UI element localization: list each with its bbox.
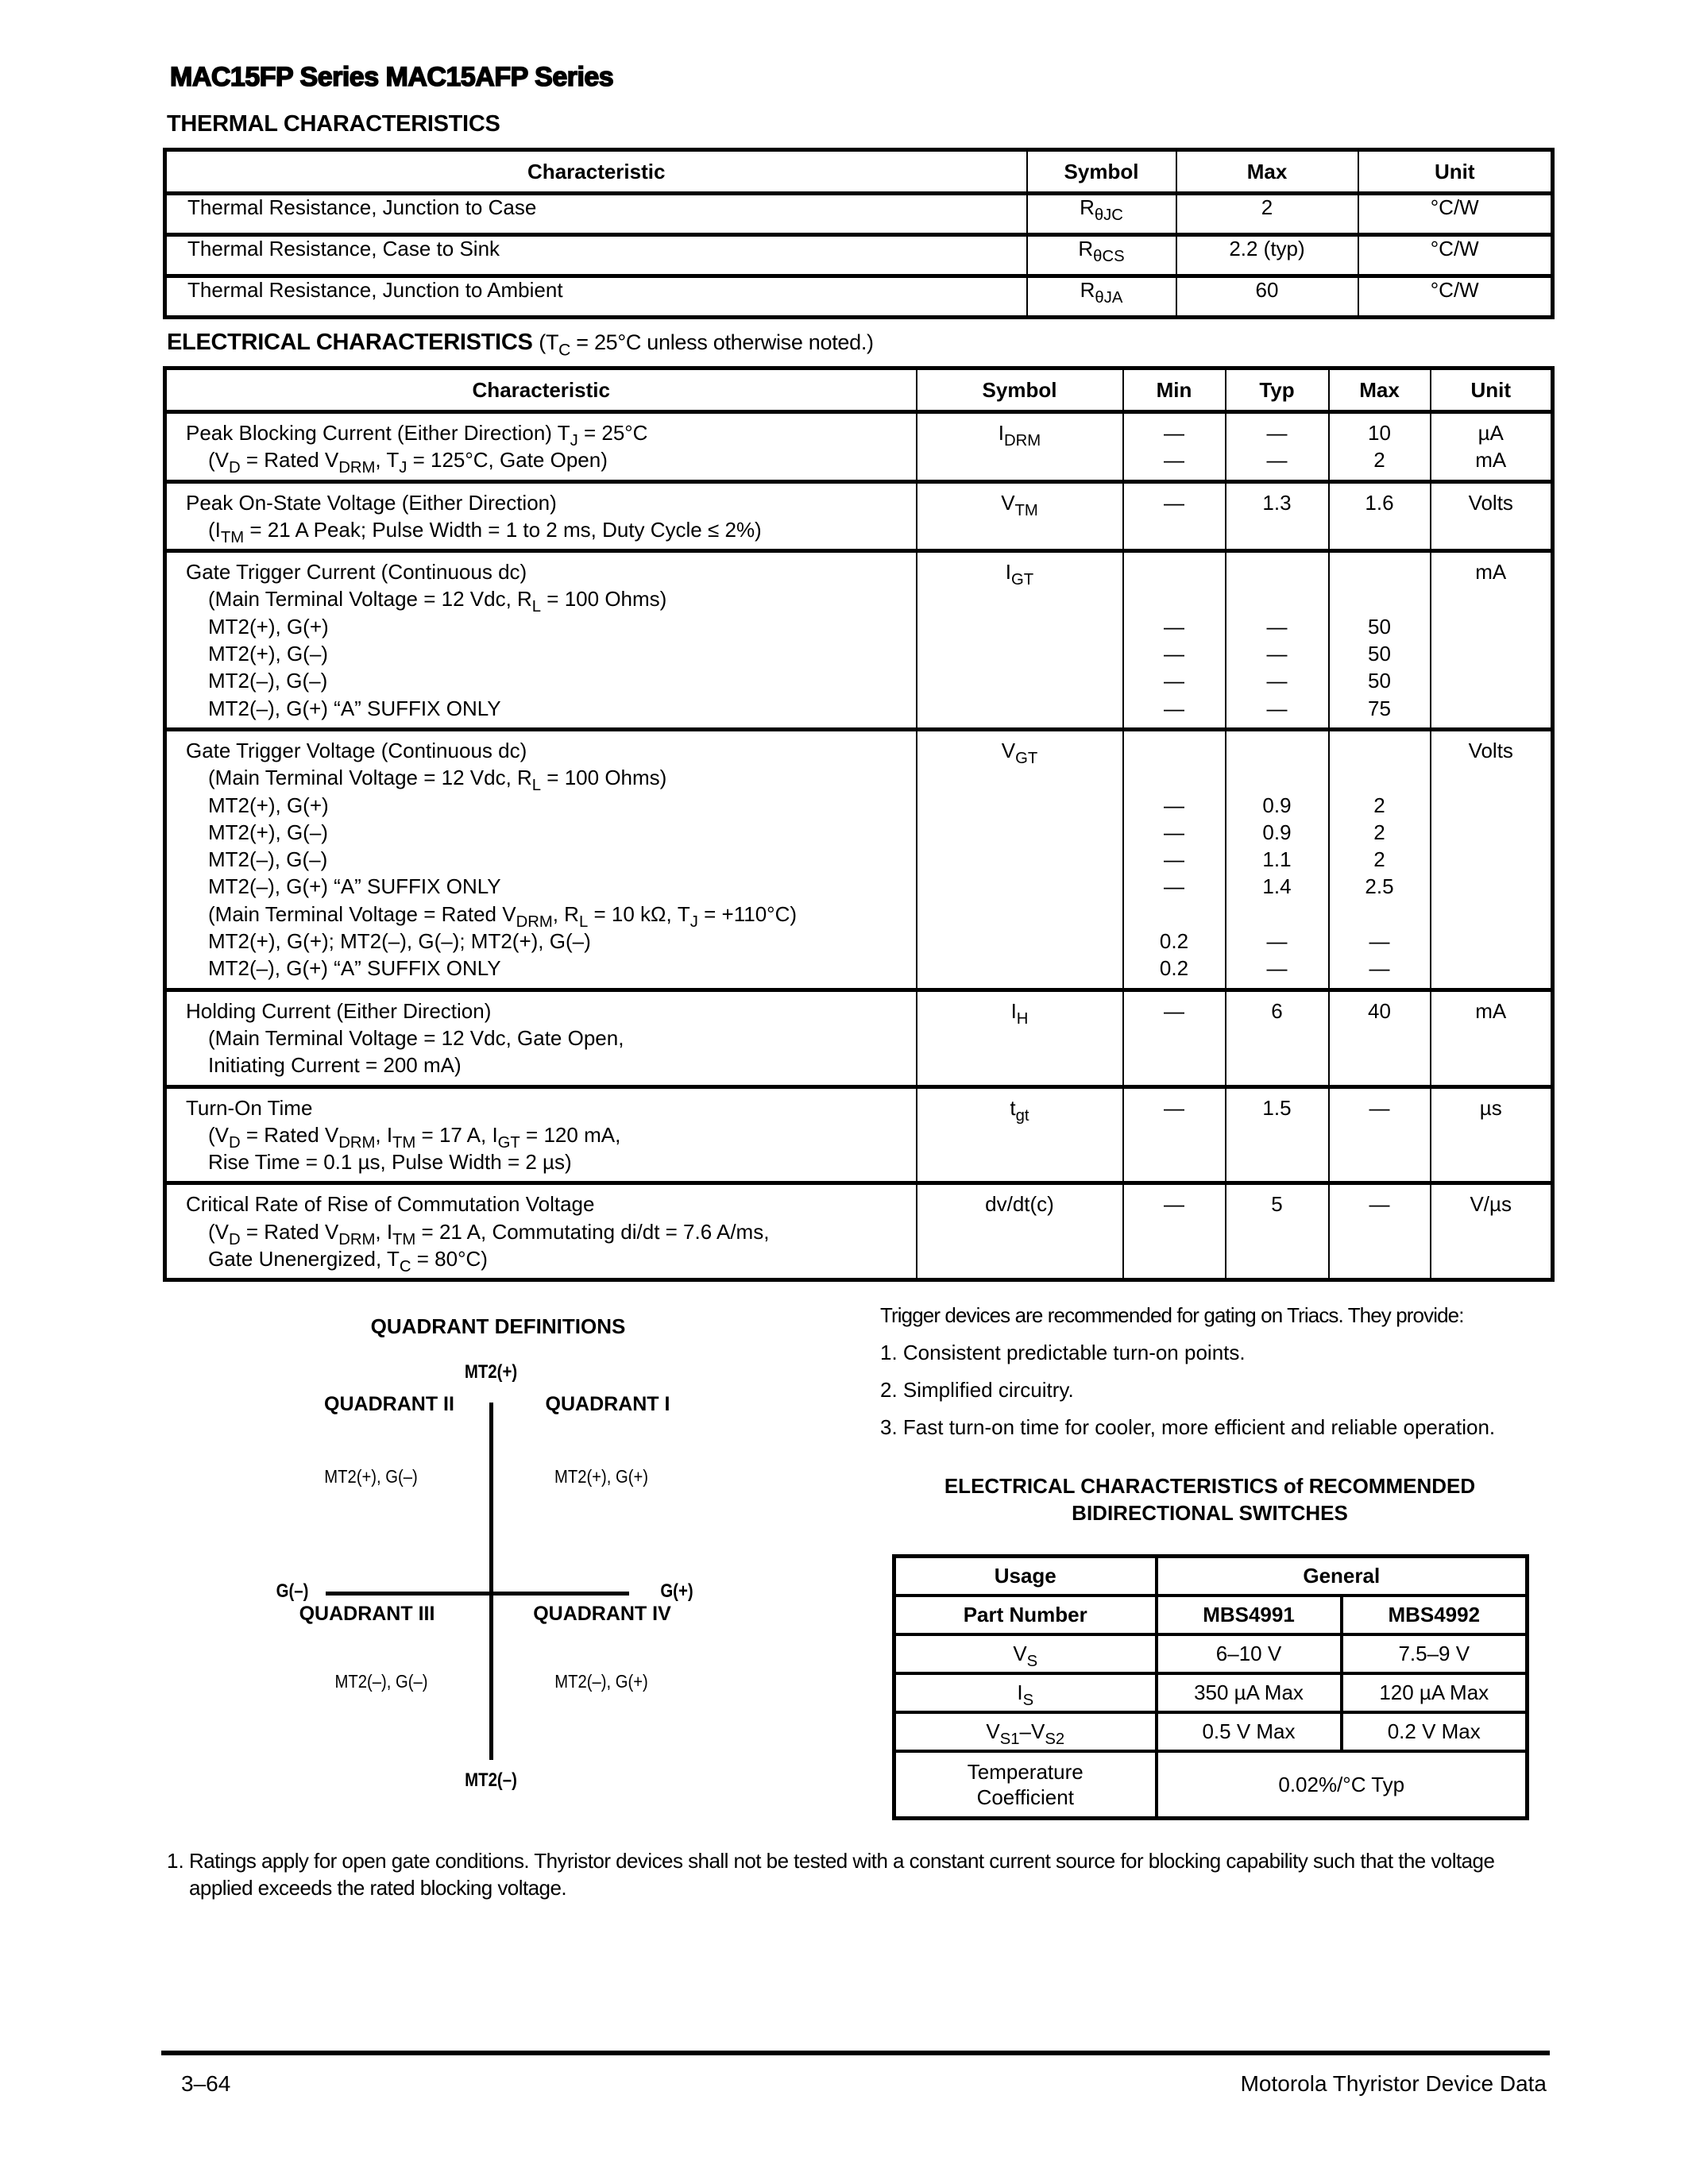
- part-number: MBS4992: [1342, 1596, 1528, 1634]
- characteristic-cell: Thermal Resistance, Case to Sink: [165, 235, 1027, 276]
- page-title: MAC15FP Series MAC15AFP Series: [170, 62, 614, 92]
- characteristic-cell: [165, 1086, 917, 1183]
- max-cell: 2.2 (typ): [1176, 235, 1358, 276]
- max-cell: 2 2 2 2.5 — —: [1329, 729, 1431, 990]
- col-header: Min: [1123, 369, 1226, 412]
- value-cell: 7.5–9 V: [1342, 1634, 1528, 1673]
- table-row: [165, 551, 1553, 730]
- characteristic-condition: Gate Unenergized, $T_C = 80^\circ C$): [208, 1247, 488, 1276]
- typ-cell: 1.3: [1226, 481, 1329, 551]
- electrical-heading: ELECTRICAL CHARACTERISTICS ($T_C = 25^\circ C$ unless otherwise noted.): [167, 330, 874, 360]
- quadrant-iii-condition: MT2(–), G(–): [334, 1671, 428, 1692]
- characteristic-condition: Initiating Current = 200 mA): [208, 1053, 462, 1078]
- usage-value: General: [1157, 1557, 1528, 1596]
- value-cell: 120 µA Max: [1342, 1673, 1528, 1712]
- col-header: Symbol: [1027, 150, 1176, 194]
- typ-cell: 0.9 0.9 1.1 1.4 — —: [1226, 729, 1329, 990]
- switches-table: [892, 1554, 1529, 1820]
- part-number: MBS4991: [1157, 1596, 1342, 1634]
- characteristic-condition: Rise Time = 0.1 µs, Pulse Width = 2 µs): [208, 1150, 572, 1175]
- table-row: [894, 1557, 1528, 1596]
- characteristic-condition: ($V_D$ = Rated $V_{DRM}$, $T_J = 125^\circ C$, Gate Open): [208, 448, 608, 477]
- unit-cell: mA: [1431, 551, 1553, 730]
- unit-cell: µs: [1431, 1086, 1553, 1183]
- table-row: [165, 412, 1553, 482]
- max-cell: —: [1329, 1086, 1431, 1183]
- quadrant-iv-label: QUADRANT IV: [533, 1603, 671, 1625]
- symbol-cell: dv/dt(c): [917, 1183, 1123, 1280]
- electrical-header-row: [165, 369, 1553, 412]
- trigger-intro: Trigger devices are recommended for gating on Triacs. They provide:: [880, 1303, 1464, 1327]
- col-header: Symbol: [917, 369, 1123, 412]
- min-cell: —: [1123, 1086, 1226, 1183]
- electrical-table: [163, 366, 1555, 1282]
- table-row: [165, 729, 1553, 990]
- gate-axis-line: [326, 1592, 629, 1596]
- max-cell: 50 50 50 75: [1329, 551, 1431, 730]
- param-cell: $V_S$: [894, 1634, 1157, 1673]
- characteristic-condition: (Main Terminal Voltage = 12 Vdc, $R_L = 100$ Ohms): [208, 766, 667, 795]
- characteristic-condition: MT2(–), G(+) “A” SUFFIX ONLY: [208, 956, 501, 981]
- unit-cell: mA: [1431, 990, 1553, 1086]
- max-cell: 2: [1176, 194, 1358, 235]
- axis-label-g-negative: G(–): [276, 1580, 309, 1602]
- typ-cell: 1.5: [1226, 1086, 1329, 1183]
- temp-coeff-label: Temperature Coefficient: [894, 1751, 1157, 1819]
- typ-cell: — —: [1226, 412, 1329, 482]
- footer-rule: [161, 2051, 1550, 2055]
- min-cell: — — — —: [1123, 551, 1226, 730]
- quadrant-iii-label: QUADRANT III: [299, 1603, 435, 1625]
- min-cell: —: [1123, 1183, 1226, 1280]
- quadrant-heading: QUADRANT DEFINITIONS: [370, 1314, 626, 1338]
- max-cell: 40: [1329, 990, 1431, 1086]
- param-cell: $I_S$: [894, 1673, 1157, 1712]
- max-cell: 10 2: [1329, 412, 1431, 482]
- symbol-cell: $R_{\theta JC}$: [1027, 194, 1176, 235]
- characteristic-condition: (Main Terminal Voltage = 12 Vdc, Gate Open,: [208, 1025, 624, 1050]
- unit-cell: V/µs: [1431, 1183, 1553, 1280]
- min-cell: — — — — 0.2 0.2: [1123, 729, 1226, 990]
- characteristic-condition: MT2(+), G(+): [208, 793, 329, 817]
- footnote: 1. Ratings apply for open gate conditions. Thyristor devices shall not be tested with a constant current source for blocking capability such that the voltage applied exceeds the rated blocking voltage.: [167, 1849, 1495, 1900]
- characteristic-cell: Thermal Resistance, Junction to Case: [165, 194, 1027, 235]
- table-row: [894, 1673, 1528, 1712]
- max-cell: 60: [1176, 276, 1358, 318]
- trigger-item: 3. Fast turn-on time for cooler, more efficient and reliable operation.: [880, 1415, 1496, 1439]
- thermal-header-row: [165, 150, 1553, 194]
- unit-cell: °C/W: [1358, 276, 1553, 318]
- quadrant-ii-condition: MT2(+), G(–): [324, 1466, 418, 1487]
- characteristic-condition: ($V_D$ = Rated $V_{DRM}$, $I_{TM} = 17$ A, $I_{GT} = 120$ mA,: [208, 1122, 621, 1152]
- unit-cell: Volts: [1431, 729, 1553, 990]
- axis-label-mt2-positive: MT2(+): [464, 1361, 518, 1383]
- table-row: [165, 194, 1553, 235]
- characteristic-cell: [165, 990, 917, 1086]
- symbol-cell: $R_{\theta CS}$: [1027, 235, 1176, 276]
- mt2-axis-line: [489, 1403, 493, 1760]
- table-row: [894, 1596, 1528, 1634]
- characteristic-title: Holding Current (Either Direction): [186, 998, 492, 1023]
- table-row: [165, 1086, 1553, 1183]
- symbol-cell: $R_{\theta JA}$: [1027, 276, 1176, 318]
- min-cell: — —: [1123, 412, 1226, 482]
- min-cell: —: [1123, 990, 1226, 1086]
- characteristic-condition: MT2(+), G(+): [208, 614, 329, 639]
- typ-cell: 5: [1226, 1183, 1329, 1280]
- table-row: [894, 1751, 1528, 1819]
- characteristic-condition: MT2(+), G(+); MT2(–), G(–); MT2(+), G(–): [208, 929, 591, 954]
- quadrant-ii-label: QUADRANT II: [324, 1393, 454, 1415]
- min-cell: —: [1123, 481, 1226, 551]
- unit-cell: µA mA: [1431, 412, 1553, 482]
- characteristic-condition: MT2(–), G(+) “A” SUFFIX ONLY: [208, 874, 501, 899]
- symbol-cell: $I_{GT}$: [917, 551, 1123, 730]
- col-header: Typ: [1226, 369, 1329, 412]
- axis-label-g-positive: G(+): [660, 1580, 693, 1602]
- footer-publication: Motorola Thyristor Device Data: [1240, 2071, 1547, 2096]
- characteristic-cell: Thermal Resistance, Junction to Ambient: [165, 276, 1027, 318]
- param-cell: $V_{S1}-V_{S2}$: [894, 1712, 1157, 1751]
- quadrant-iv-condition: MT2(–), G(+): [554, 1671, 648, 1692]
- col-header: Max: [1176, 150, 1358, 194]
- characteristic-condition: MT2(+), G(–): [208, 642, 328, 666]
- characteristic-cell: [165, 481, 917, 551]
- quadrant-i-label: QUADRANT I: [545, 1393, 670, 1415]
- table-row: [165, 276, 1553, 318]
- col-header: Unit: [1431, 369, 1553, 412]
- unit-cell: °C/W: [1358, 194, 1553, 235]
- characteristic-title: Turn-On Time: [186, 1095, 313, 1120]
- characteristic-title: Peak Blocking Current (Either Direction) $T_J = 25^\circ C$: [186, 421, 648, 450]
- characteristic-title: Critical Rate of Rise of Commutation Voltage: [186, 1192, 595, 1217]
- typ-cell: — — — —: [1226, 551, 1329, 730]
- temp-coeff-value: 0.02%/°C Typ: [1157, 1751, 1528, 1819]
- characteristic-cell: [165, 551, 917, 730]
- col-header: Characteristic: [165, 150, 1027, 194]
- symbol-cell: $I_{DRM}$: [917, 412, 1123, 482]
- unit-cell: °C/W: [1358, 235, 1553, 276]
- max-cell: 1.6: [1329, 481, 1431, 551]
- characteristic-condition: MT2(–), G(–): [208, 847, 328, 872]
- symbol-cell: $V_{TM}$: [917, 481, 1123, 551]
- characteristic-condition: (Main Terminal Voltage = 12 Vdc, $R_L = 100$ Ohms): [208, 587, 667, 616]
- electrical-heading-note: ($T_C = 25^\circ C$ unless otherwise noted.): [539, 330, 874, 360]
- page-number: 3–64: [181, 2071, 231, 2096]
- value-cell: 350 µA Max: [1157, 1673, 1342, 1712]
- part-number-label: Part Number: [894, 1596, 1157, 1634]
- characteristic-cell: [165, 729, 917, 990]
- characteristic-title: Peak On-State Voltage (Either Direction): [186, 490, 557, 515]
- symbol-cell: $t_{gt}$: [917, 1086, 1123, 1183]
- symbol-cell: $I_H$: [917, 990, 1123, 1086]
- table-row: [894, 1712, 1528, 1751]
- thermal-table: [163, 148, 1555, 319]
- thermal-heading: THERMAL CHARACTERISTICS: [167, 111, 500, 137]
- table-row: [165, 990, 1553, 1086]
- table-row: [894, 1634, 1528, 1673]
- characteristic-cell: [165, 1183, 917, 1280]
- characteristic-condition: MT2(+), G(–): [208, 820, 328, 844]
- max-cell: —: [1329, 1183, 1431, 1280]
- switches-heading: ELECTRICAL CHARACTERISTICS of RECOMMENDED BIDIRECTIONAL SWITCHES: [944, 1474, 1476, 1525]
- characteristic-title: Gate Trigger Current (Continuous dc): [186, 560, 527, 585]
- value-cell: 0.2 V Max: [1342, 1712, 1528, 1751]
- characteristic-condition: MT2(–), G(–): [208, 669, 328, 693]
- col-header: Max: [1329, 369, 1431, 412]
- table-row: [165, 235, 1553, 276]
- value-cell: 6–10 V: [1157, 1634, 1342, 1673]
- characteristic-condition: (Main Terminal Voltage = Rated $V_{DRM}$, $R_L = 10$ kΩ, $T_J = +110^\circ C$): [208, 901, 798, 931]
- axis-label-mt2-negative: MT2(–): [465, 1769, 517, 1791]
- col-header: Characteristic: [165, 369, 917, 412]
- unit-cell: Volts: [1431, 481, 1553, 551]
- characteristic-condition: MT2(–), G(+) “A” SUFFIX ONLY: [208, 696, 501, 720]
- col-header: Unit: [1358, 150, 1553, 194]
- value-cell: 0.5 V Max: [1157, 1712, 1342, 1751]
- quadrant-i-condition: MT2(+), G(+): [554, 1466, 649, 1487]
- usage-label: Usage: [894, 1557, 1157, 1596]
- symbol-cell: $V_{GT}$: [917, 729, 1123, 990]
- trigger-item: 2. Simplified circuitry.: [880, 1378, 1074, 1402]
- characteristic-cell: [165, 412, 917, 482]
- table-row: [165, 481, 1553, 551]
- characteristic-condition: ($V_D$ = Rated $V_{DRM}$, $I_{TM} = 21$ A, Commutating di/dt = 7.6 A/ms,: [208, 1219, 770, 1248]
- typ-cell: 6: [1226, 990, 1329, 1086]
- characteristic-title: Gate Trigger Voltage (Continuous dc): [186, 738, 527, 762]
- table-row: [165, 1183, 1553, 1280]
- trigger-item: 1. Consistent predictable turn-on points.: [880, 1341, 1246, 1364]
- characteristic-condition: ($I_{TM} = 21$ A Peak; Pulse Width = 1 to 2 ms, Duty Cycle ≤ 2%): [208, 517, 762, 546]
